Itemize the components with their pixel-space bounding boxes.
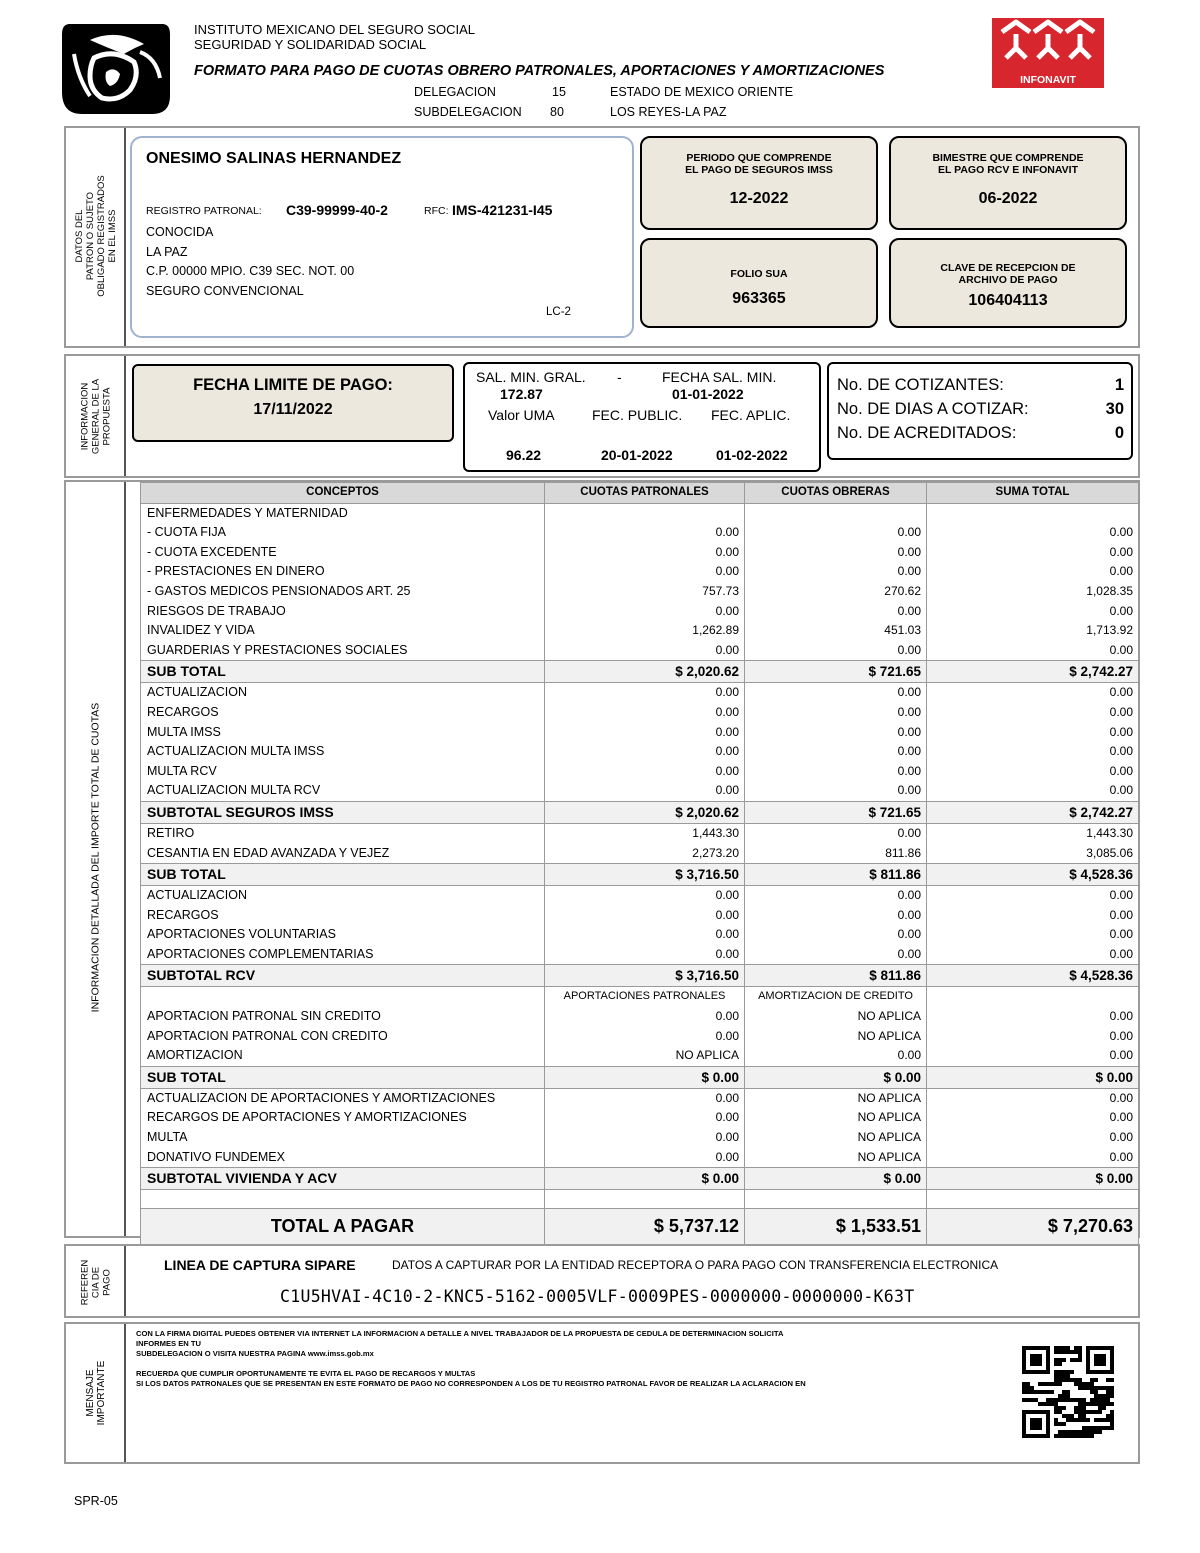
concepto-cell: - GASTOS MEDICOS PENSIONADOS ART. 25: [141, 582, 545, 602]
mensaje-line-1: CON LA FIRMA DIGITAL PUEDES OBTENER VIA INTERNET LA INFORMACION A DETALLE A NIVEL TRABAJADOR DE LA PROPUESTA DE CEDULA DE DETERMINACION SOLICITA: [136, 1329, 784, 1338]
subtotal-row: [141, 1168, 1139, 1190]
cuota-patronal-cell: 0.00: [545, 543, 745, 563]
address-line-3: C.P. 00000 MPIO. C39 SEC. NOT. 00: [146, 264, 355, 278]
suma-total-cell: 0.00: [927, 1027, 1139, 1047]
cuota-obrera-cell: 270.62: [745, 582, 927, 602]
cuota-obrera-cell: 811.86: [745, 844, 927, 864]
concepto-cell: AMORTIZACION: [141, 1046, 545, 1066]
table-row: [141, 1108, 1139, 1128]
cuota-patronal-cell: [545, 503, 745, 523]
folio-box: [640, 238, 878, 328]
cuota-patronal-cell: 0.00: [545, 602, 745, 622]
concepto-cell: RIESGOS DE TRABAJO: [141, 602, 545, 622]
table-row: [141, 543, 1139, 563]
fecha-limite-label: FECHA LIMITE DE PAGO:: [193, 376, 393, 394]
periodo-label-2: EL PAGO DE SEGUROS IMSS: [685, 164, 833, 176]
patron-section-label: DATOS DEL PATRON O SUJETO OBLIGADO REGISTRADOS EN EL IMSS: [74, 175, 118, 297]
table-row: [141, 906, 1139, 926]
uma-label: Valor UMA: [488, 407, 555, 423]
table-row: [141, 823, 1139, 843]
concepto-cell: - CUOTA FIJA: [141, 523, 545, 543]
suma-total-cell: $ 0.00: [927, 1168, 1139, 1190]
cuota-obrera-cell: 0.00: [745, 602, 927, 622]
concepto-cell: SUBTOTAL SEGUROS IMSS: [141, 801, 545, 823]
cuota-patronal-cell: 0.00: [545, 1148, 745, 1168]
institute-name: INSTITUTO MEXICANO DEL SEGURO SOCIAL: [194, 22, 475, 37]
cuota-patronal-cell: 0.00: [545, 1128, 745, 1148]
mensaje-line-3: SUBDELEGACION O VISITA NUESTRA PAGINA www.imss.gob.mx: [136, 1349, 374, 1358]
clave-label-1: CLAVE DE RECEPCION DE: [940, 262, 1076, 274]
concepto-cell: RECARGOS: [141, 703, 545, 723]
table-row: [141, 641, 1139, 661]
concepto-cell: ACTUALIZACION: [141, 886, 545, 906]
cuota-obrera-cell: $ 721.65: [745, 801, 927, 823]
bimestre-value: 06-2022: [978, 190, 1038, 207]
delegacion-name: ESTADO DE MEXICO ORIENTE: [610, 85, 794, 99]
fec-aplic-label: FEC. APLIC.: [711, 407, 791, 423]
suma-total-cell: $ 4,528.36: [927, 864, 1139, 886]
suma-total-cell: 0.00: [927, 906, 1139, 926]
delegacion-label: DELEGACION: [414, 85, 496, 99]
concepto-cell: INVALIDEZ Y VIDA: [141, 621, 545, 641]
cuota-patronal-cell: 757.73: [545, 582, 745, 602]
address-line-4: SEGURO CONVENCIONAL: [146, 284, 304, 298]
cuota-patronal-cell: 0.00: [545, 1027, 745, 1047]
cuotas-table: [140, 482, 1139, 1245]
cuota-obrera-cell: 0.00: [745, 1046, 927, 1066]
concepto-cell: RECARGOS DE APORTACIONES Y AMORTIZACIONES: [141, 1108, 545, 1128]
cuota-obrera-cell: 0.00: [745, 562, 927, 582]
cuota-patronal-cell: 0.00: [545, 945, 745, 965]
info-section-side: [66, 356, 126, 476]
fec-public-value: 20-01-2022: [601, 447, 673, 463]
cuota-obrera-cell: $ 0.00: [745, 1066, 927, 1088]
concepto-cell: MULTA IMSS: [141, 723, 545, 743]
table-row: [141, 703, 1139, 723]
spacer-cell: [745, 1190, 927, 1209]
table-row: [141, 1027, 1139, 1047]
total-row: [141, 1209, 1139, 1245]
cuota-obrera-cell: 0.00: [745, 543, 927, 563]
header-cuotas-patronales: CUOTAS PATRONALES: [545, 483, 745, 504]
rfc-value: IMS-421231-I45: [452, 202, 553, 218]
dias-label: No. DE DIAS A COTIZAR:: [837, 400, 1029, 418]
table-row: [141, 602, 1139, 622]
suma-total-cell: 0.00: [927, 1128, 1139, 1148]
cuota-patronal-cell: 0.00: [545, 1007, 745, 1027]
suma-total-cell: 0.00: [927, 886, 1139, 906]
cuota-patronal-cell: 0.00: [545, 523, 745, 543]
clave-label-2: ARCHIVO DE PAGO: [958, 274, 1058, 286]
cuota-patronal-cell: NO APLICA: [545, 1046, 745, 1066]
registro-patronal-value: C39-99999-40-2: [286, 202, 388, 218]
suma-total-cell: 0.00: [927, 602, 1139, 622]
cuota-patronal-cell: $ 2,020.62: [545, 801, 745, 823]
cuota-obrera-cell: 451.03: [745, 621, 927, 641]
cuota-patronal-cell: 0.00: [545, 742, 745, 762]
table-row: [141, 1088, 1139, 1108]
suma-total-cell: 1,028.35: [927, 582, 1139, 602]
spacer-cell: [141, 1190, 545, 1209]
mensaje-section-label: MENSAJE IMPORTANTE: [85, 1360, 107, 1426]
subtotal-row: [141, 661, 1139, 683]
concepto-cell: ACTUALIZACION DE APORTACIONES Y AMORTIZACIONES: [141, 1088, 545, 1108]
sal-min-label: SAL. MIN. GRAL.: [476, 369, 586, 385]
suma-total-cell: 3,085.06: [927, 844, 1139, 864]
mensaje-line-2: INFORMES EN TU: [136, 1339, 201, 1348]
fecha-limite-value: 17/11/2022: [253, 401, 333, 418]
suma-total-cell: 1,713.92: [927, 621, 1139, 641]
fec-aplic-value: 01-02-2022: [716, 447, 788, 463]
suma-total-cell: 0.00: [927, 1046, 1139, 1066]
concepto-cell: RECARGOS: [141, 906, 545, 926]
cuota-obrera-cell: 0.00: [745, 742, 927, 762]
cuota-obrera-cell: 0.00: [745, 823, 927, 843]
cuota-patronal-cell: 0.00: [545, 723, 745, 743]
cuota-patronal-cell: 0.00: [545, 1088, 745, 1108]
suma-total-cell: 0.00: [927, 781, 1139, 801]
subtotal-row: [141, 801, 1139, 823]
cuota-patronal-cell: 0.00: [545, 562, 745, 582]
total-obrera: $ 1,533.51: [745, 1209, 927, 1245]
cuota-obrera-cell: $ 811.86: [745, 864, 927, 886]
table-spacer-row: [141, 1190, 1139, 1209]
fec-public-label: FEC. PUBLIC.: [592, 407, 683, 423]
lc-code: LC-2: [546, 306, 571, 318]
header-cuotas-obreras: CUOTAS OBRERAS: [745, 483, 927, 504]
periodo-label-1: PERIODO QUE COMPRENDE: [686, 152, 832, 164]
concepto-cell: SUBTOTAL VIVIENDA Y ACV: [141, 1168, 545, 1190]
spacer-cell: [927, 1190, 1139, 1209]
imss-logo-icon: [60, 18, 172, 118]
concepto-cell: DONATIVO FUNDEMEX: [141, 1148, 545, 1168]
cuota-patronal-cell: 0.00: [545, 641, 745, 661]
cuota-obrera-cell: NO APLICA: [745, 1027, 927, 1047]
table-row: [141, 523, 1139, 543]
subtotal-row: [141, 965, 1139, 987]
cuota-obrera-cell: [745, 503, 927, 523]
cotizantes-value: 1: [1114, 376, 1124, 394]
total-patronal: $ 5,737.12: [545, 1209, 745, 1245]
periodo-box: [640, 136, 878, 230]
header-conceptos: CONCEPTOS: [141, 483, 545, 504]
cuotas-table-body: [141, 483, 1139, 1245]
concepto-cell: MULTA: [141, 1128, 545, 1148]
total-label: TOTAL A PAGAR: [141, 1209, 545, 1245]
concepto-cell: GUARDERIAS Y PRESTACIONES SOCIALES: [141, 641, 545, 661]
subtotal-row: [141, 1066, 1139, 1088]
bimestre-box: [889, 136, 1127, 230]
suma-total-cell: 0.00: [927, 1108, 1139, 1128]
cuota-patronal-cell: 0.00: [545, 683, 745, 703]
cuota-obrera-cell: NO APLICA: [745, 1128, 927, 1148]
cuota-obrera-cell: 0.00: [745, 683, 927, 703]
cuota-obrera-cell: NO APLICA: [745, 1007, 927, 1027]
linea-captura-description: DATOS A CAPTURAR POR LA ENTIDAD RECEPTORA O PARA PAGO CON TRANSFERENCIA ELECTRONICA: [392, 1258, 999, 1272]
cuota-obrera-cell: 0.00: [745, 906, 927, 926]
cuota-obrera-cell: 0.00: [745, 523, 927, 543]
fecha-sal-value: 01-01-2022: [672, 386, 744, 402]
dias-value: 30: [1105, 400, 1124, 418]
subheader-blank: [927, 987, 1139, 1007]
suma-total-cell: 0.00: [927, 562, 1139, 582]
concepto-cell: APORTACION PATRONAL CON CREDITO: [141, 1027, 545, 1047]
fecha-sal-label: FECHA SAL. MIN.: [662, 369, 777, 385]
table-row: [141, 723, 1139, 743]
table-row: [141, 945, 1139, 965]
suma-total-cell: 0.00: [927, 683, 1139, 703]
suma-total-cell: $ 0.00: [927, 1066, 1139, 1088]
concepto-cell: APORTACIONES VOLUNTARIAS: [141, 925, 545, 945]
cuota-obrera-cell: $ 721.65: [745, 661, 927, 683]
acreditados-label: No. DE ACREDITADOS:: [837, 424, 1017, 442]
detalle-section-label: INFORMACION DETALLADA DEL IMPORTE TOTAL DE CUOTAS: [89, 702, 102, 1013]
suma-total-cell: 0.00: [927, 945, 1139, 965]
spacer-cell: [545, 1190, 745, 1209]
referencia-section: [64, 1244, 1140, 1318]
sal-min-dash: -: [617, 369, 622, 385]
table-row: [141, 781, 1139, 801]
institute-heading: [194, 22, 475, 52]
header-suma-total: SUMA TOTAL: [927, 483, 1139, 504]
suma-total-cell: $ 4,528.36: [927, 965, 1139, 987]
cuota-obrera-cell: $ 811.86: [745, 965, 927, 987]
address-line-1: CONOCIDA: [146, 225, 214, 239]
cuota-obrera-cell: 0.00: [745, 762, 927, 782]
cuota-obrera-cell: NO APLICA: [745, 1088, 927, 1108]
concepto-cell: RETIRO: [141, 823, 545, 843]
cuota-obrera-cell: 0.00: [745, 925, 927, 945]
concepto-cell: SUBTOTAL RCV: [141, 965, 545, 987]
acreditados-value: 0: [1114, 424, 1124, 442]
table-row: [141, 1046, 1139, 1066]
total-suma: $ 7,270.63: [927, 1209, 1139, 1245]
table-row: [141, 844, 1139, 864]
delegacion-number: 15: [552, 85, 566, 99]
info-section-label: INFORMACION GENERAL DE LA PROPUESTA: [79, 378, 113, 455]
cuota-obrera-cell: 0.00: [745, 886, 927, 906]
cuota-obrera-cell: NO APLICA: [745, 1108, 927, 1128]
suma-total-cell: 0.00: [927, 1088, 1139, 1108]
cuota-patronal-cell: 0.00: [545, 762, 745, 782]
cuota-patronal-cell: 1,443.30: [545, 823, 745, 843]
cuota-patronal-cell: $ 2,020.62: [545, 661, 745, 683]
cuota-obrera-cell: 0.00: [745, 641, 927, 661]
concepto-cell: ACTUALIZACION: [141, 683, 545, 703]
suma-total-cell: [927, 503, 1139, 523]
bimestre-label-1: BIMESTRE QUE COMPRENDE: [932, 152, 1084, 164]
rfc-label: RFC:: [424, 205, 449, 217]
cuota-obrera-cell: 0.00: [745, 781, 927, 801]
mensaje-text: [136, 1329, 1006, 1389]
cuota-patronal-cell: 0.00: [545, 1108, 745, 1128]
cuota-patronal-cell: $ 0.00: [545, 1168, 745, 1190]
cuota-patronal-cell: 0.00: [545, 925, 745, 945]
suma-total-cell: 0.00: [927, 723, 1139, 743]
clave-box: [889, 238, 1127, 328]
suma-total-cell: 0.00: [927, 1007, 1139, 1027]
patron-section-side: [66, 128, 126, 346]
suma-total-cell: $ 2,742.27: [927, 661, 1139, 683]
table-header-row: [141, 483, 1139, 504]
infonavit-logo-text: INFONAVIT: [1020, 74, 1076, 86]
concepto-cell: ENFERMEDADES Y MATERNIDAD: [141, 503, 545, 523]
suma-total-cell: 1,443.30: [927, 823, 1139, 843]
table-row: [141, 621, 1139, 641]
cuota-obrera-cell: 0.00: [745, 723, 927, 743]
cuota-obrera-cell: $ 0.00: [745, 1168, 927, 1190]
footer-code: SPR-05: [74, 1494, 118, 1508]
subheader-blank: [141, 987, 545, 1007]
table-row: [141, 582, 1139, 602]
table-row: [141, 742, 1139, 762]
suma-total-cell: 0.00: [927, 925, 1139, 945]
cuota-patronal-cell: 2,273.20: [545, 844, 745, 864]
cuota-patronal-cell: $ 3,716.50: [545, 864, 745, 886]
suma-total-cell: 0.00: [927, 523, 1139, 543]
mensaje-section-side: [66, 1324, 126, 1462]
concepto-cell: - CUOTA EXCEDENTE: [141, 543, 545, 563]
mensaje-line-4: RECUERDA QUE CUMPLIR OPORTUNAMENTE TE EVITA EL PAGO DE RECARGOS Y MULTAS: [136, 1369, 476, 1378]
table-row: [141, 925, 1139, 945]
fecha-limite-box: [132, 364, 454, 442]
concepto-cell: CESANTIA EN EDAD AVANZADA Y VEJEZ: [141, 844, 545, 864]
concepto-cell: ACTUALIZACION MULTA IMSS: [141, 742, 545, 762]
bimestre-label-2: EL PAGO RCV E INFONAVIT: [937, 164, 1078, 176]
suma-total-cell: 0.00: [927, 742, 1139, 762]
table-row: [141, 1128, 1139, 1148]
subdelegacion-number: 80: [550, 105, 564, 119]
table-row: [141, 562, 1139, 582]
subheader-amortizacion: AMORTIZACION DE CREDITO: [745, 987, 927, 1007]
concepto-cell: APORTACIONES COMPLEMENTARIAS: [141, 945, 545, 965]
concepto-cell: - PRESTACIONES EN DINERO: [141, 562, 545, 582]
institute-motto: SEGURIDAD Y SOLIDARIDAD SOCIAL: [194, 37, 427, 52]
subdelegacion-label: SUBDELEGACION: [414, 105, 522, 119]
table-row: [141, 1148, 1139, 1168]
suma-total-cell: $ 2,742.27: [927, 801, 1139, 823]
registro-patronal-label: REGISTRO PATRONAL:: [146, 205, 262, 217]
concepto-cell: SUB TOTAL: [141, 864, 545, 886]
table-row: [141, 503, 1139, 523]
concepto-cell: SUB TOTAL: [141, 661, 545, 683]
cuota-patronal-cell: $ 0.00: [545, 1066, 745, 1088]
table-row: [141, 683, 1139, 703]
uma-value: 96.22: [506, 447, 542, 463]
suma-total-cell: 0.00: [927, 543, 1139, 563]
qr-code-icon: [1022, 1346, 1114, 1438]
cuota-patronal-cell: 0.00: [545, 906, 745, 926]
concepto-cell: ACTUALIZACION MULTA RCV: [141, 781, 545, 801]
cuota-patronal-cell: $ 3,716.50: [545, 965, 745, 987]
subdelegacion-name: LOS REYES-LA PAZ: [610, 105, 727, 119]
sal-min-value: 172.87: [500, 386, 543, 402]
subtotal-row: [141, 864, 1139, 886]
form-title: FORMATO PARA PAGO DE CUOTAS OBRERO PATRONALES, APORTACIONES Y AMORTIZACIONES: [194, 63, 885, 79]
suma-total-cell: 0.00: [927, 641, 1139, 661]
suma-total-cell: 0.00: [927, 1148, 1139, 1168]
cuota-patronal-cell: 1,262.89: [545, 621, 745, 641]
cuota-patronal-cell: 0.00: [545, 703, 745, 723]
cotizantes-label: No. DE COTIZANTES:: [837, 376, 1004, 394]
detalle-section-side: [66, 482, 126, 1236]
referencia-section-label: REFEREN CIA DE PAGO: [79, 1259, 113, 1306]
cuota-patronal-cell: 0.00: [545, 886, 745, 906]
folio-label: FOLIO SUA: [730, 268, 788, 280]
address-line-2: LA PAZ: [146, 245, 188, 259]
cuota-obrera-cell: NO APLICA: [745, 1148, 927, 1168]
suma-total-cell: 0.00: [927, 703, 1139, 723]
folio-value: 963365: [732, 290, 786, 307]
linea-captura-value[interactable]: C1U5HVAI-4C10-2-KNC5-5162-0005VLF-0009PES-0000000-0000000-K63T: [280, 1287, 915, 1306]
concepto-cell: APORTACION PATRONAL SIN CREDITO: [141, 1007, 545, 1027]
clave-value: 106404113: [968, 292, 1048, 309]
patron-name: ONESIMO SALINAS HERNANDEZ: [146, 150, 402, 167]
mensaje-line-5: SI LOS DATOS PATRONALES QUE SE PRESENTAN EN ESTE FORMATO DE PAGO NO CORRESPONDEN A LOS DE TU REGISTRO PATRONAL FAVOR DE REALIZAR LA ACLARACION EN: [136, 1379, 806, 1388]
suma-total-cell: 0.00: [927, 762, 1139, 782]
concepto-cell: MULTA RCV: [141, 762, 545, 782]
cuota-obrera-cell: 0.00: [745, 945, 927, 965]
cuota-patronal-cell: 0.00: [545, 781, 745, 801]
referencia-section-side: [66, 1246, 126, 1316]
cuota-obrera-cell: 0.00: [745, 703, 927, 723]
table-subheader-row: [141, 987, 1139, 1007]
subheader-aportaciones: APORTACIONES PATRONALES: [545, 987, 745, 1007]
linea-captura-label: LINEA DE CAPTURA SIPARE: [164, 1257, 356, 1273]
table-row: [141, 886, 1139, 906]
table-row: [141, 1007, 1139, 1027]
periodo-value: 12-2022: [729, 190, 789, 207]
concepto-cell: SUB TOTAL: [141, 1066, 545, 1088]
table-row: [141, 762, 1139, 782]
